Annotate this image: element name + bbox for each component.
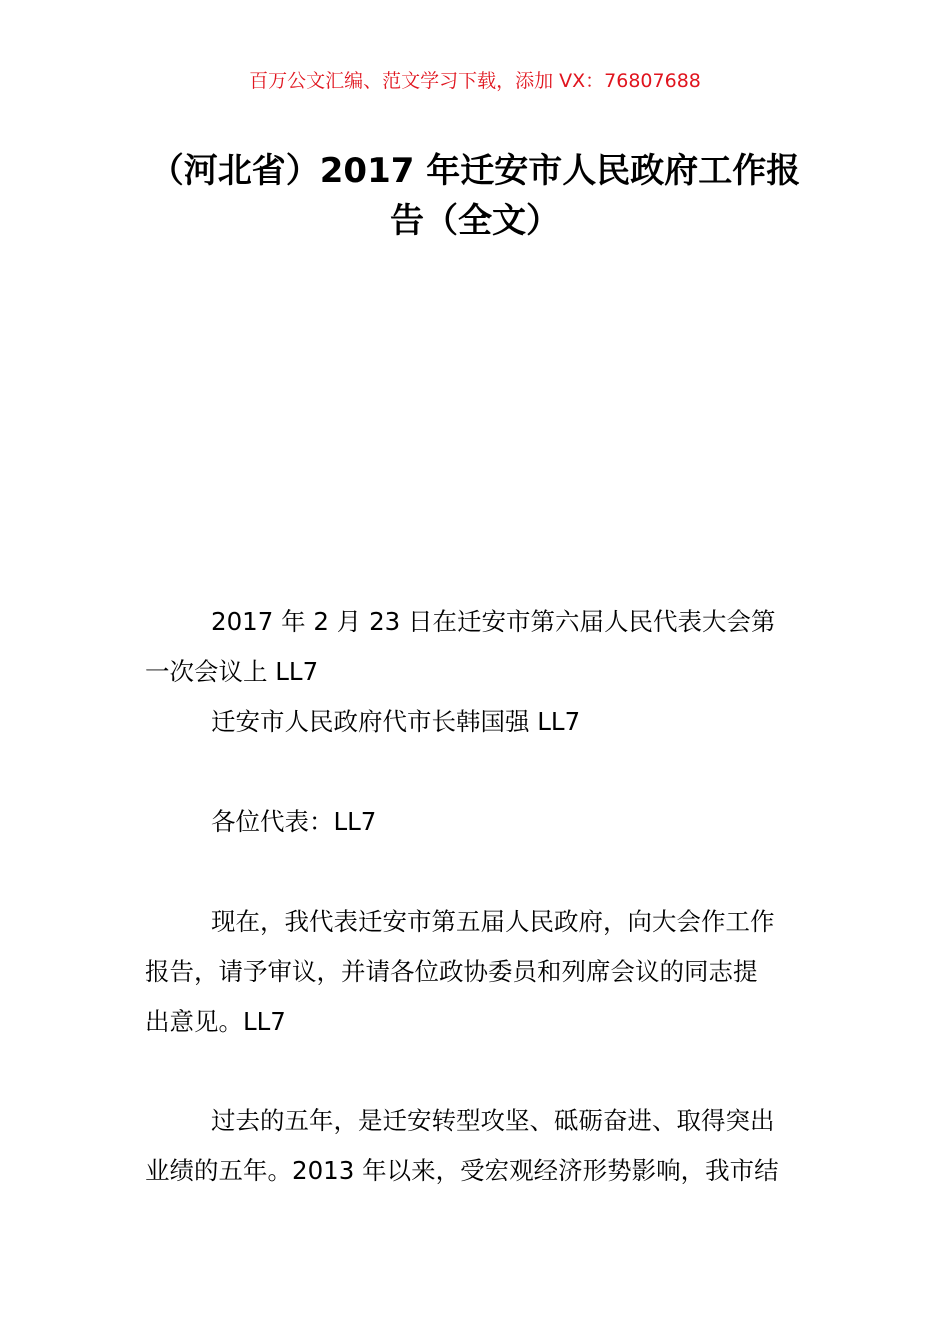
paragraph-1-line-3: 出意见。LL7 <box>145 1007 286 1036</box>
paragraph-2-line-1: 过去的五年，是迁安转型攻坚、砥砺奋进、取得突出 <box>211 1106 775 1135</box>
document-title-line-2: 告（全文） <box>390 201 560 241</box>
header-banner: 百万公文汇编、范文学习下载，添加 VX：76807688 <box>249 70 701 92</box>
paragraph-2-line-2: 业绩的五年。2013 年以来，受宏观经济形势影响，我市结 <box>145 1156 779 1185</box>
salutation: 各位代表：LL7 <box>211 807 377 836</box>
paragraph-1-line-1: 现在，我代表迁安市第五届人民政府，向大会作工作 <box>211 907 775 936</box>
date-line-1: 2017 年 2 月 23 日在迁安市第六届人民代表大会第 <box>211 607 776 636</box>
document-title-line-1: （河北省）2017 年迁安市人民政府工作报 <box>149 151 801 191</box>
paragraph-1-line-2: 报告，请予审议，并请各位政协委员和列席会议的同志提 <box>145 957 758 986</box>
speaker-line: 迁安市人民政府代市长韩国强 LL7 <box>211 707 581 736</box>
date-line-2: 一次会议上 LL7 <box>145 657 319 686</box>
